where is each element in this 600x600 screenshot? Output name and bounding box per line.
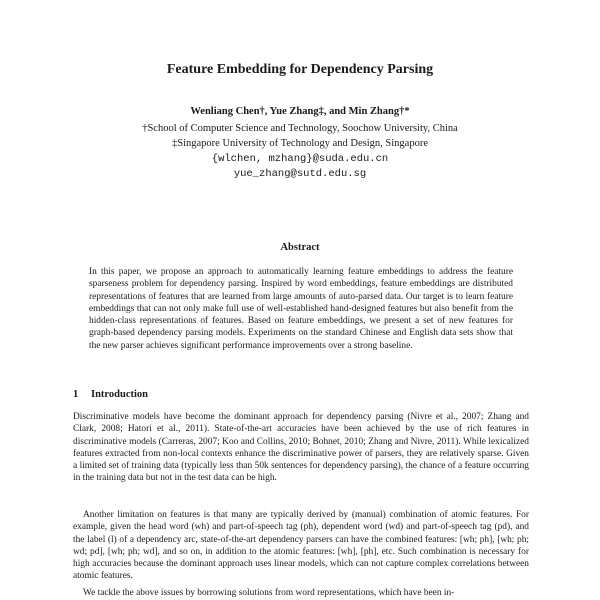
email-sutd: yue_zhang@sutd.edu.sg [233,168,367,180]
section-heading-introduction [73,389,148,400]
author-list: Wenliang Chen†, Yue Zhang‡, and Min Zhang†* [190,106,410,117]
section-number: 1 [73,389,79,400]
intro-paragraph-3: We tackle the above issues by borrowing solutions from word representations, which have been in- [83,588,455,598]
abstract-text: In this paper, we propose an approach to automatically learning feature embeddings to address the feature sparseness problem for dependency parsing. Inspired by word embeddings, feature embeddings are distributed representations of features that are learned from large amounts of auto-parsed data. Our target is to learn feature embeddings that can not only make full use of well-established hand-designed features but also benefit from the hidden-class representations of features. Based on feature embeddings, we present a set of new features for graph-based dependency parsing models. Experiments on the standard Chinese and English data sets show that the new parser achieves significant performance improvements over a strong baseline. [89,267,513,351]
email-suda: {wlchen, mzhang}@suda.edu.cn [211,153,389,165]
affiliation-soochow: †School of Computer Science and Technology, Soochow University, China [142,123,458,134]
intro-paragraph-1: Discriminative models have become the dominant approach for dependency parsing (Nivre et al., 2007; Zhang and Clark, 2008; Hatori et al., 2011). State-of-the-art accuracies have been achieved by the use of rich features in discriminative models (Carreras, 2007; Koo and Collins, 2010; Bohnet, 2010; Zhang and Nivre, 2011). While lexicalized features extracted from non-local contexts enhance the discriminative power of parsers, they are relatively sparse. Given a limited set of training data (typically less than 50k sentences for dependency parsing), the chance of a feature occurring in the training data but not in the test data can be high. [73,412,529,484]
affiliation-sutd: ‡Singapore University of Technology and Design, Singapore [172,138,428,149]
abstract-heading: Abstract [280,242,320,253]
paper-title: Feature Embedding for Dependency Parsing [166,62,434,77]
intro-paragraph-2: Another limitation on features is that many are typically derived by (manual) combination of atomic features. For example, given the head word (wh) and part-of-speech tag (ph), dependent word (wd) and part-of-speech tag (pd), and the label (l) of a dependency arc, state-of-the-art dependency parsers can have the combined features: [wh; ph], [wh; ph; wd; pd], [wh; ph; wd], and so on, in addition to the atomic features: [wh], [ph], etc. Such combination is necessary for high accuracies because the dominant approach uses linear models, which can not capture complex correlations between atomic features. [73,510,529,582]
section-title: Introduction [91,389,148,400]
